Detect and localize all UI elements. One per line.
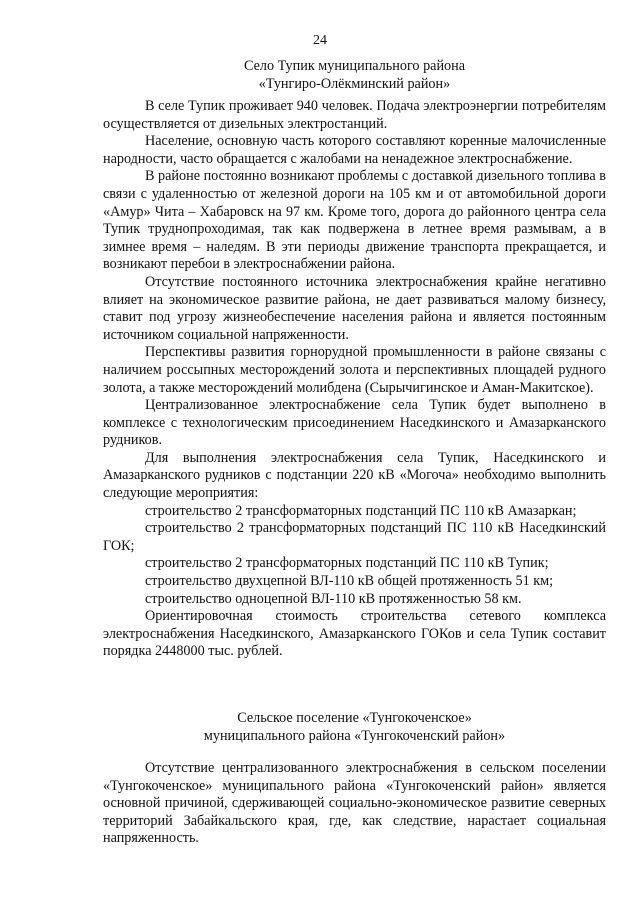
section-heading-tungokochenskoe xyxy=(103,710,606,745)
paragraph: В районе постоянно возникают проблемы с доставкой дизельного топлива в связи с удаленностью от железной дороги на 105 км и от автомобильной дороги «Амур» Чита – Хабаровск на 97 км. Кроме того, дорога до районного центра села Тупик труднопроходимая, так как подвержена в летнее время размывам, а в зимнее время – наледям. В эти периоды движение транспорта прекращается, и возникают перебои в электроснабжении района. xyxy=(103,168,606,273)
cost-paragraph: Ориентировочная стоимость строительства сетевого комплекса электроснабжения Наседкинского, Амазарканского ГОКов и села Тупик составит порядка 2448000 тыс. рублей. xyxy=(103,608,606,660)
measure-item: строительство двухцепной ВЛ-110 кВ общей протяженность 51 км; xyxy=(145,573,554,590)
section-heading-tupik xyxy=(103,58,606,93)
section-title-line: муниципального района «Тунгокоченский район» xyxy=(203,727,506,744)
section-title-line: «Тунгиро-Олёкминский район» xyxy=(258,75,451,92)
measure-item: строительство одноцепной ВЛ-110 кВ протяженностью 58 км. xyxy=(145,590,522,607)
paragraph: Для выполнения электроснабжения села Тупик, Наседкинского и Амазарканского рудников с подстанции 220 кВ «Могоча» необходимо выполнить следующие мероприятия: xyxy=(103,449,606,502)
section-title-line: Сельское поселение «Тунгокоченское» xyxy=(237,710,472,726)
measure-item: строительство 2 трансформаторных подстанций ПС 110 кВ Амазаркан; xyxy=(145,502,577,519)
paragraph: В селе Тупик проживает 940 человек. Подача электроэнергии потребителям осуществляется от дизельных электростанций. xyxy=(103,98,606,132)
paragraph: Отсутствие постоянного источника электроснабжения крайне негативно влияет на экономическое развитие района, не дает развиваться малому бизнесу, ставит под угрозу жизнеобеспечение населения района и является постоянным источником социальной напряженности. xyxy=(103,273,606,343)
measure-item: строительство 2 трансформаторных подстанций ПС 110 кВ Тупик; xyxy=(145,555,549,572)
paragraph: Отсутствие централизованного электроснабжения в сельском поселении «Тунгокоченское» муниципального района «Тунгокоченский район» является основной причиной, сдерживающей социально-экономическое развитие северных территорий Забайкальского края, где, как следствие, нарастает социальная напряженность. xyxy=(103,760,606,847)
section-body-tupik xyxy=(103,98,606,661)
section-body-tungokochenskoe xyxy=(103,760,606,848)
section-title-line: Село Тупик муниципального района xyxy=(243,58,466,74)
measure-item: строительство 2 трансформаторных подстанций ПС 110 кВ Наседкинский ГОК; xyxy=(103,520,606,554)
paragraph: Централизованное электроснабжение села Тупик будет выполнено в комплексе с технологическим присоединением Наседкинского и Амазарканского рудников. xyxy=(103,397,606,449)
paragraph: Население, основную часть которого составляют коренные малочисленные народности, часто обращается с жалобами на ненадежное электроснабжение. xyxy=(103,133,606,167)
page-number: 24 xyxy=(313,33,327,48)
paragraph: Перспективы развития горнорудной промышленности в районе связаны с наличием россыпных месторождений золота и перспективных площадей рудного золота, а также месторождений молибдена (Сырычигинское и Аман-Макитское). xyxy=(103,344,606,396)
